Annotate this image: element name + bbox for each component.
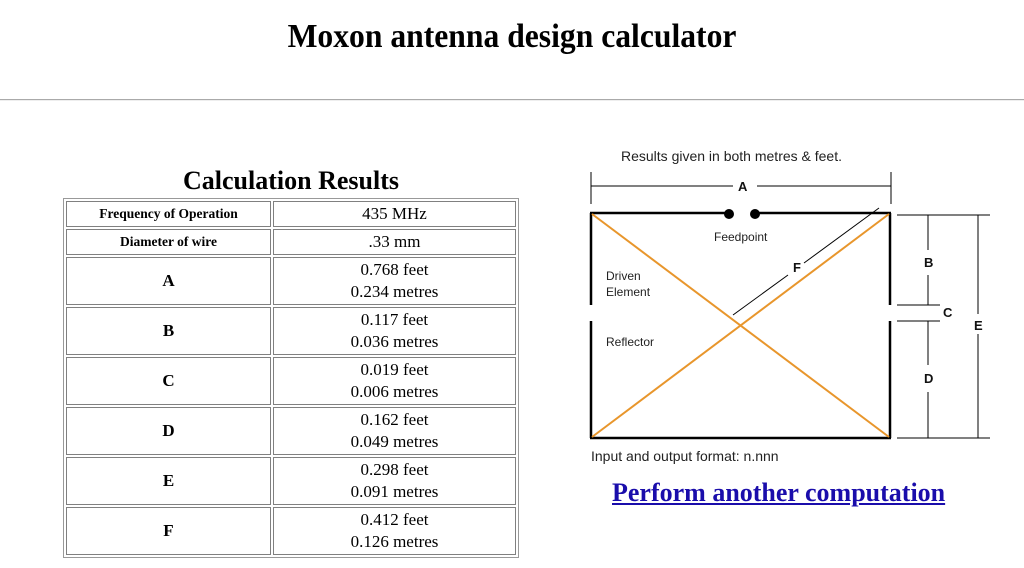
row-label: D [66,407,271,455]
row-value [273,357,516,405]
row-label: A [66,257,271,305]
row-value [273,407,516,455]
row-label: C [66,357,271,405]
value-metres: 0.036 metres [350,332,439,351]
table-row [66,457,516,505]
table-row [66,257,516,305]
value-feet: 0.298 feet [360,460,429,479]
divider [0,99,1024,101]
label-feedpoint: Feedpoint [714,230,768,244]
value-metres: 0.091 metres [350,482,439,501]
feedpoint-icon [724,209,734,219]
row-value: 435 MHz [273,201,516,227]
page-title: Moxon antenna design calculator [287,18,737,55]
value-feet: 0.019 feet [360,360,429,379]
value-metres: 0.049 metres [350,432,439,451]
moxon-diagram [580,140,1020,470]
table-row [66,357,516,405]
value-metres: 0.234 metres [350,282,439,301]
table-row [66,507,516,555]
label-e: E [974,318,983,333]
label-element: Element [606,285,651,299]
label-reflector: Reflector [606,335,655,349]
row-value [273,457,516,505]
table-row [66,201,516,227]
results-title: Calculation Results [183,166,399,195]
table-row [66,229,516,255]
value-metres: 0.006 metres [350,382,439,401]
row-value: .33 mm [273,229,516,255]
label-c: C [943,305,953,320]
value-feet: 0.768 feet [360,260,429,279]
table-row [66,407,516,455]
results-table [63,198,519,558]
row-label: Diameter of wire [66,229,271,255]
perform-another-computation-link[interactable]: Perform another computation [612,478,946,507]
row-label: B [66,307,271,355]
row-value [273,257,516,305]
label-b: B [924,255,934,270]
row-label: Frequency of Operation [66,201,271,227]
value-feet: 0.162 feet [360,410,429,429]
value-metres: 0.126 metres [350,532,439,551]
diagram-caption-bottom: Input and output format: n.nnn [591,448,779,464]
value-feet: 0.412 feet [360,510,429,529]
label-f: F [793,260,801,275]
label-a: A [738,179,748,194]
table-row [66,307,516,355]
label-d: D [924,371,934,386]
row-label: F [66,507,271,555]
feedpoint-icon [750,209,760,219]
diagram-caption-top: Results given in both metres & feet. [621,148,842,164]
value-feet: 0.117 feet [360,310,429,329]
label-driven: Driven [606,269,641,283]
row-value [273,507,516,555]
row-value [273,307,516,355]
row-label: E [66,457,271,505]
